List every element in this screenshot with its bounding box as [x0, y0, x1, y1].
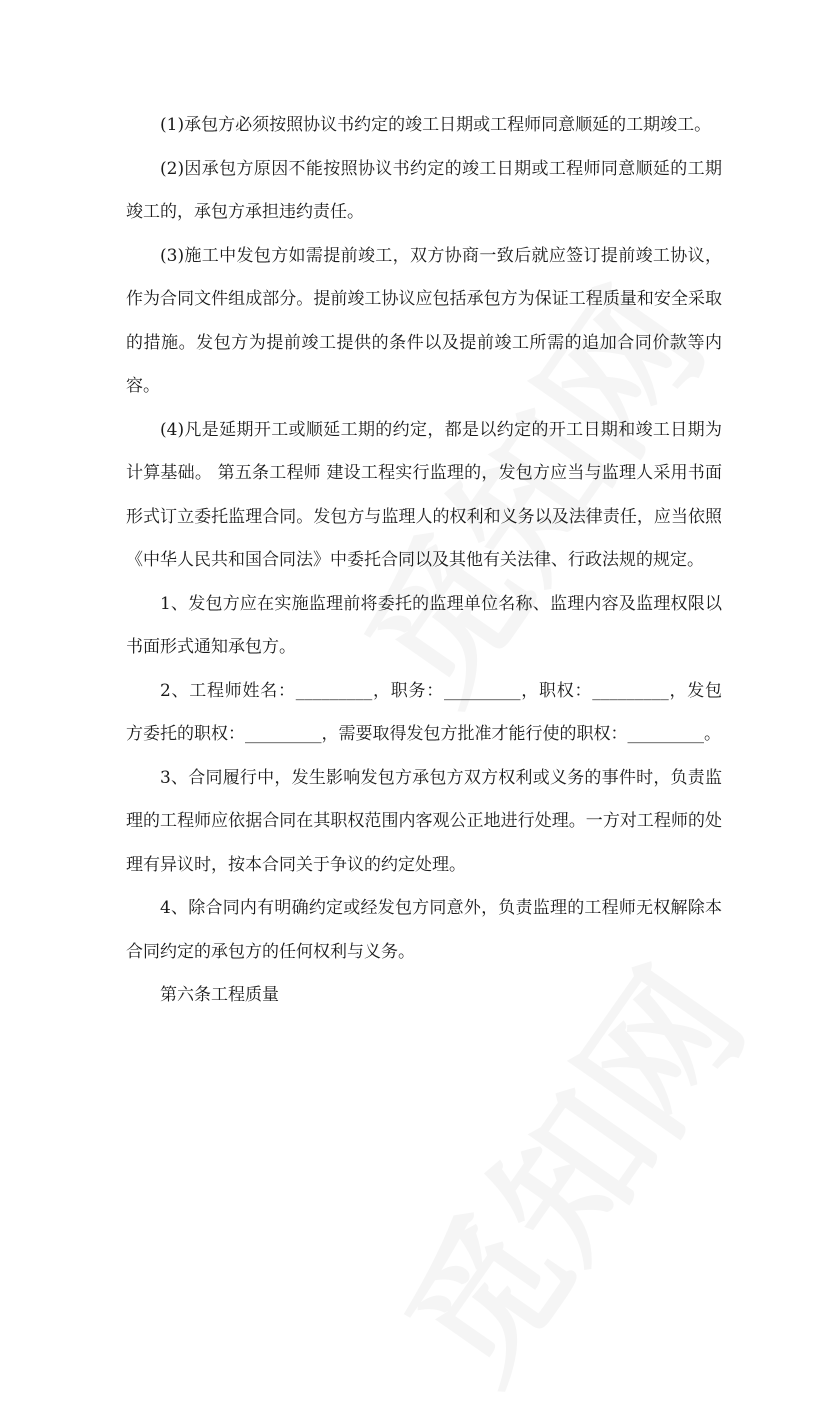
paragraph: 3、合同履行中，发生影响发包方承包方双方权利或义务的事件时，负责监理的工程师应依据合同在其职权范围内客观公正地进行处理。一方对工程师的处理有异议时，按本合同关于争议的约定处理。: [126, 767, 722, 875]
paragraph: 4、除合同内有明确约定或经发包方同意外，负责监理的工程师无权解除本合同约定的承包方的任何权利与义务。: [126, 898, 722, 962]
paragraph: (2)因承包方原因不能按照协议书约定的竣工日期或工程师同意顺延的工期竣工的，承包方承担违约责任。: [126, 158, 722, 222]
paragraph: (3)施工中发包方如需提前竣工，双方协商一致后就应签订提前竣工协议，作为合同文件组成部分。提前竣工协议应包括承包方为保证工程质量和安全采取的措施。发包方为提前竣工提供的条件以及提前竣工所需的追加合同价款等内容。: [126, 245, 722, 396]
document-page: [126, 104, 722, 1018]
paragraph: 1、发包方应在实施监理前将委托的监理单位名称、监理内容及监理权限以书面形式通知承包方。: [126, 593, 722, 657]
paragraph: (1)承包方必须按照协议书约定的竣工日期或工程师同意顺延的工期竣工。: [160, 115, 712, 135]
paragraph: (4)凡是延期开工或顺延工期的约定，都是以约定的开工日期和竣工日期为计算基础。 第五条工程师 建设工程实行监理的，发包方应当与监理人采用书面形式订立委托监理合同。发包方与监理人的权利和义务以及法律责任，应当依照《中华人民共和国合同法》中委托合同以及其他有关法律、行政法规的规定。: [126, 419, 722, 570]
section-heading: 第六条工程质量: [160, 985, 279, 1005]
paragraph: 2、工程师姓名：_________，职务：_________，职权：_________，发包方委托的职权：_________，需要取得发包方批准才能行使的职权：_________。: [126, 680, 722, 744]
